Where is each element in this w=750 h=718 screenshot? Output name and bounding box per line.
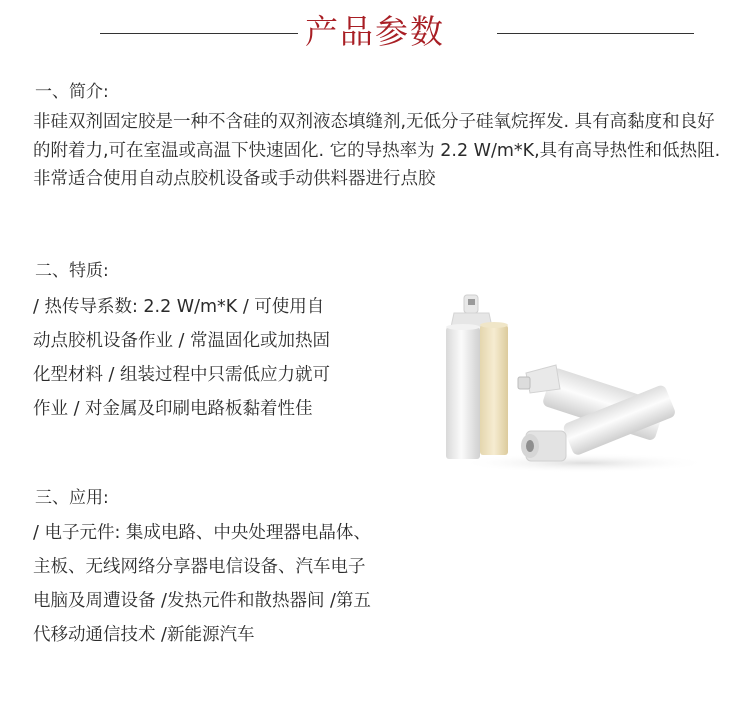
applications-paragraph: / 电子元件: 集成电路、中央处理器电晶体、主板、无线网络分享器电信设备、汽车电子电脑及周遭设备 /发热元件和散热器间 /第五代移动通信技术 /新能源汽车 — [33, 523, 371, 645]
features-heading: 二、特质: — [35, 261, 109, 281]
page-title: 产品参数 — [305, 12, 445, 51]
upright-cartridge — [446, 295, 508, 459]
features-paragraph: / 热传导系数: 2.2 W/m*K / 可使用自动点胶机设备作业 / 常温固化或加热固化型材料 / 组装过程中只需低应力就可作业 / 对金属及印刷电路板黏着性佳 — [33, 297, 331, 419]
intro-paragraph: 非硅双剂固定胶是一种不含硅的双剂液态填缝剂,无低分子硅氧烷挥发. 具有高黏度和良好的附着力,可在室温或高温下快速固化. 它的导热率为 2.2 W/m*K,具有高导热性和低热阻. 非常适合使用自动点胶机设备或手动供料器进行点胶 — [33, 112, 721, 189]
title-divider-right — [497, 33, 694, 34]
product-cartridge-image — [434, 285, 710, 475]
page-header — [0, 0, 750, 64]
intro-heading: 一、简介: — [35, 82, 109, 102]
applications-heading: 三、应用: — [35, 488, 109, 508]
